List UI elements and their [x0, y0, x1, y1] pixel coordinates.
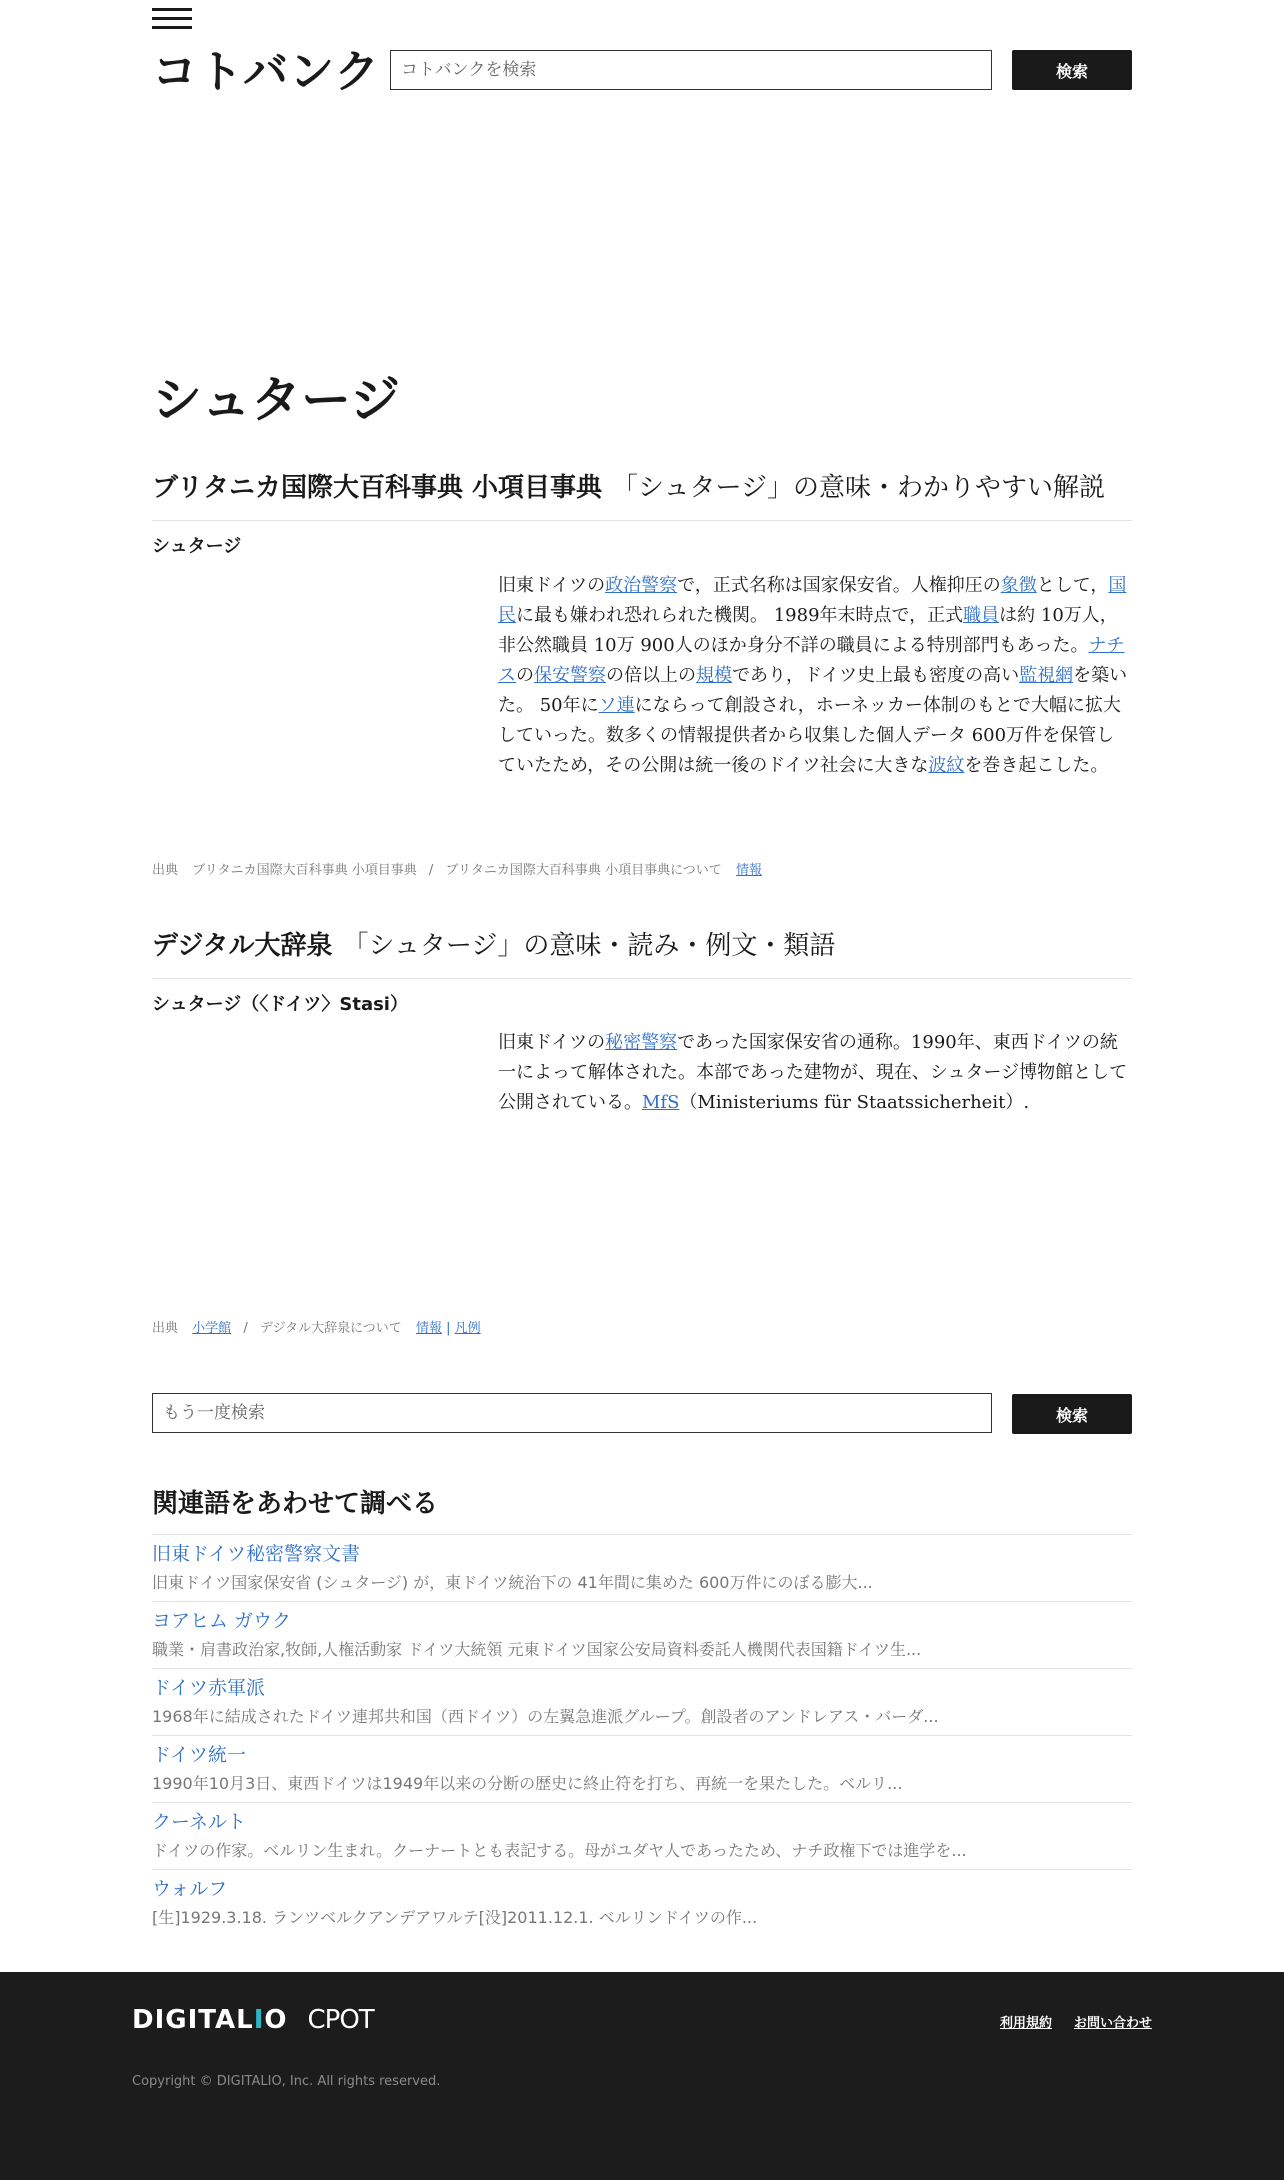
related-item	[152, 1534, 1132, 1601]
source-name: ブリタニカ国際大百科事典 小項目事典	[192, 863, 417, 878]
term-link[interactable]: 国民	[498, 575, 1127, 626]
info-link[interactable]: 情報	[735, 863, 762, 878]
term-link[interactable]: 監視網	[1019, 665, 1074, 686]
related-item	[152, 1668, 1132, 1735]
body-text: であり，ドイツ史上最も密度の高い	[732, 665, 1020, 686]
legend-link[interactable]: 凡例	[454, 1321, 481, 1336]
source-label: 出典	[152, 1321, 179, 1336]
related-title: 関連語をあわせて調べる	[152, 1489, 439, 1519]
entry-word: シュタージ	[152, 536, 242, 557]
related-item-desc: 1990年10月3日、東西ドイツは1949年以来の分断の歴史に終止符を打ち、再統一を果たした。ベルリ...	[152, 1774, 903, 1793]
site-footer	[0, 1972, 1284, 2180]
source-label: 出典	[152, 863, 179, 878]
source-about: ブリタニカ国際大百科事典 小項目事典について	[445, 863, 722, 878]
footer-links	[1000, 2012, 1152, 2031]
site-logo[interactable]: コトバンク	[152, 45, 381, 98]
related-item	[152, 1735, 1132, 1802]
body-text: の	[516, 665, 534, 686]
dict-heading	[152, 468, 1132, 521]
search-again-input[interactable]	[152, 1393, 992, 1433]
contact-link[interactable]: お問い合わせ	[1073, 2016, 1152, 2031]
body-text: は約 10万人，非公然職員 10万 900人のほか身分不詳の職員による特別部門もあった。	[498, 605, 1118, 656]
related-item-title[interactable]: ドイツ統一	[152, 1744, 247, 1766]
search-input[interactable]	[390, 50, 992, 90]
related-item-desc: [生]1929.3.18. ランツベルクアンデアワルテ[没]2011.12.1. ベルリンドイツの作...	[152, 1908, 758, 1927]
copyright: Copyright © DIGITALIO, Inc. All rights reserved.	[132, 2074, 441, 2089]
body-text: （Ministeriums für Staatssicherheit）.	[679, 1092, 1030, 1113]
source-line	[152, 861, 1132, 881]
dict-name: デジタル大辞泉	[152, 931, 333, 961]
body-text: 旧東ドイツの	[498, 575, 606, 596]
related-item-desc: ドイツの作家。ベルリン生まれ。クーナートとも表記する。母がユダヤ人であったため、ナチ政権下では進学を...	[152, 1841, 967, 1860]
term-link[interactable]: 波紋	[928, 755, 965, 776]
digitalio-logo[interactable]: DIGITALIO	[132, 2005, 288, 2035]
related-item	[152, 1869, 1132, 1936]
body-text: に最も嫌われ恐れられた機関。 1989年末時点で，正式	[516, 605, 964, 626]
related-item	[152, 1601, 1132, 1668]
footer-logos	[132, 2005, 374, 2035]
related-item-title[interactable]: ドイツ赤軍派	[152, 1677, 266, 1699]
related-list	[152, 1534, 1132, 1936]
related-item-desc: 職業・肩書政治家,牧師,人権活動家 ドイツ大統領 元東ドイツ国家公安局資料委託人機関代表国籍ドイツ生...	[152, 1640, 922, 1659]
body-text: であった国家保安省の通称。1990年、東西ドイツの統一によって解体された。本部であった建物が、現在、シュタージ博物館として公開されている。	[498, 1032, 1128, 1113]
term-link[interactable]: 規模	[696, 665, 732, 686]
related-item-title[interactable]: ウォルフ	[152, 1878, 228, 1900]
page-title: シュタージ	[152, 371, 400, 429]
source-line	[152, 1319, 1132, 1339]
info-link[interactable]: 情報	[415, 1321, 442, 1336]
cpot-logo[interactable]: CPOT	[307, 2005, 374, 2035]
dict-subtitle: 「シュタージ」の意味・わかりやすい解説	[612, 473, 1105, 503]
related-item-title[interactable]: ヨアヒム ガウク	[152, 1610, 292, 1632]
term-link[interactable]: ナチス	[498, 635, 1125, 686]
source-about: デジタル大辞泉について	[259, 1321, 402, 1336]
terms-link[interactable]: 利用規約	[999, 2016, 1052, 2031]
entry-word: シュタージ（〈ドイツ〉Stasi）	[152, 994, 408, 1015]
publisher-link[interactable]: 小学館	[192, 1321, 232, 1336]
dict-section-daijisen	[152, 926, 1132, 979]
body-text: 旧東ドイツの	[498, 1032, 606, 1053]
related-item-title[interactable]: 旧東ドイツ秘密警察文書	[152, 1543, 361, 1565]
body-text: を巻き起こした。	[964, 755, 1109, 776]
body-text: の倍以上の	[606, 665, 696, 686]
search-button[interactable]: 検索	[1012, 50, 1132, 90]
separator: /	[428, 863, 434, 878]
term-link[interactable]: 政治警察	[605, 575, 678, 596]
body-text: にならって創設され，ホーネッカー体制のもとで大幅に拡大していった。数多くの情報提供者から収集した個人データ 600万件を保管していたため，その公開は統一後のドイツ社会に大きな	[498, 695, 1121, 776]
related-item-desc: 1968年に結成されたドイツ連邦共和国（西ドイツ）の左翼急進派グループ。創設者のアンドレアス・バーダ...	[152, 1707, 939, 1726]
term-link[interactable]: 職員	[963, 605, 1000, 626]
dict-section-britannica	[152, 468, 1132, 521]
hamburger-menu-icon[interactable]	[152, 8, 192, 32]
entry-body	[498, 571, 1132, 781]
separator: /	[243, 1321, 248, 1336]
body-text: で，正式名称は国家保安省。人権抑圧の	[677, 575, 1001, 596]
pipe-separator: |	[446, 1321, 451, 1336]
related-item-title[interactable]: クーネルト	[152, 1811, 247, 1833]
term-link[interactable]: MfS	[642, 1092, 680, 1113]
dict-subtitle: 「シュタージ」の意味・読み・例文・類語	[342, 931, 836, 961]
related-item	[152, 1802, 1132, 1869]
term-link[interactable]: 保安警察	[534, 665, 606, 686]
entry-body	[498, 1028, 1132, 1118]
search-again-button[interactable]: 検索	[1012, 1394, 1132, 1434]
body-text: として，	[1036, 575, 1109, 596]
site-header	[152, 0, 1132, 110]
term-link[interactable]: 秘密警察	[605, 1032, 678, 1053]
dict-name: ブリタニカ国際大百科事典 小項目事典	[152, 473, 603, 503]
dict-heading	[152, 926, 1132, 979]
related-item-desc: 旧東ドイツ国家保安省 (シュタージ) が，東ドイツ統治下の 41年間に集めた 600万件にのぼる膨大...	[152, 1573, 873, 1592]
term-link[interactable]: ソ連	[598, 695, 635, 716]
body-text: を築いた。 50年に	[498, 665, 1128, 716]
term-link[interactable]: 象徴	[1000, 575, 1037, 596]
